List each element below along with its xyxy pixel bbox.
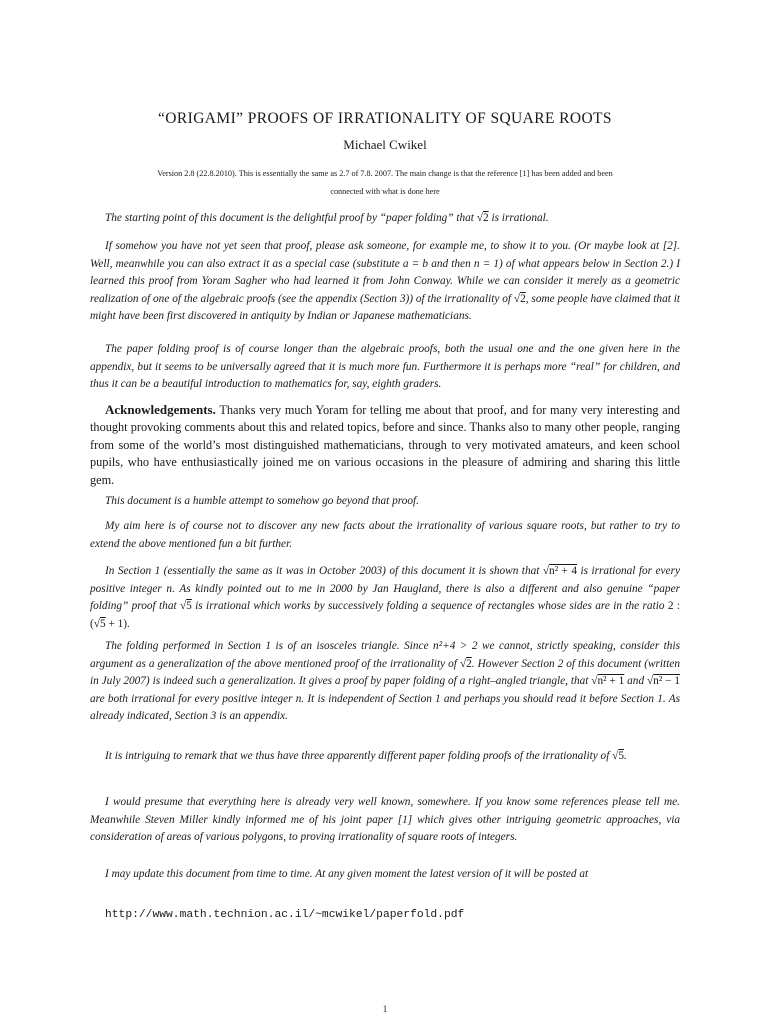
sqrt-sign: √ — [459, 657, 467, 670]
p8-text-c: and — [624, 675, 647, 688]
paragraph-references: I would presume that everything here is already very well known, somewhere. If you know some references please tell me. Meanwhile Steven Miller kindly informed me of his joint paper [1] which gives other intriguing geometric approaches, via consideration of areas of various polygons, to proving irrationality of square roots of integers. — [90, 796, 680, 844]
radicand: n² − 1 — [653, 675, 680, 688]
paragraph-folding — [90, 638, 683, 726]
paragraph-humble: This document is a humble attempt to somehow go beyond that proof. — [105, 495, 419, 507]
p8-text-d: are both irrational for every positive integer n. It is independent of Section 1 and perhaps you should read it before Section 1. As already indicated, Section 3 is an appendix. — [90, 675, 683, 723]
paragraph-aim: My aim here is of course not to discover any new facts about the irrationality of various square roots, but rather to try to extend the above mentioned fun a bit further. — [90, 520, 680, 550]
sqrt-sign: √ — [591, 675, 598, 688]
sqrt-sign: √ — [179, 600, 187, 613]
radicand: 2 — [482, 212, 489, 224]
paragraph-acknowledgements — [90, 401, 684, 489]
page-number: 1 — [382, 1004, 388, 1014]
p9-text-b: . — [624, 750, 627, 762]
radicand: n² + 1 — [597, 675, 625, 688]
p2-text-a: If somehow you have not yet seen that proof, please ask someone, for example me, to show it to you. (Or maybe look at [2]. Well, meanwhile you can also extract it as a special case (substitute a = b and then n = 1) of what appears below in Section 2.) I learned this proof from Yoram Sagher who had learned it from John Conway. While we can consider it merely as a geometric realization of one of the algebraic proofs (see the appendix (Section 3)) of the irrationality of — [90, 240, 683, 305]
radicand: 5 — [186, 600, 192, 613]
paper-title: “ORIGAMI” PROOFS OF IRRATIONALITY OF SQUARE ROOTS — [158, 110, 612, 127]
p9-text-a: It is intriguing to remark that we thus have three apparently different paper folding proofs of the irrationality of — [105, 750, 613, 762]
author-name: Michael Cwikel — [343, 137, 427, 152]
sqrt-sign: √ — [513, 292, 521, 305]
radicand: 5 — [618, 750, 625, 762]
radicand: 2 — [520, 292, 526, 305]
paragraph-updates: I may update this document from time to time. At any given moment the latest version of it will be posted at — [105, 868, 589, 880]
p7-text-a: In Section 1 (essentially the same as it was in October 2003) of this document it is shown that — [105, 565, 543, 577]
paragraph-three-proofs — [90, 748, 680, 766]
acknowledgements-text: Thanks very much Yoram for telling me about that proof, and for many very interesting and thought provoking comments about this and related topics, before and since. Thanks also to many other people, ranging from some of the world’s most distinguished mathematicians, through to very motivated amateurs, and keen school pupils, who have enthusiastically joined me on various occasions in the pleasure of admiring and sharing this little gem. — [90, 403, 684, 487]
version-note-line-2: connected with what is done here — [330, 187, 440, 196]
p7-text-c: is irrational which works by successively folding a sequence of rectangles whose sides are in the ratio — [191, 600, 668, 613]
version-note-line-1: Version 2.8 (22.8.2010). This is essentially the same as 2.7 of 7.8. 2007. The main change is that the reference [1] has been added and been — [157, 169, 613, 178]
radicand: 5 — [99, 617, 106, 630]
sqrt-sign: √ — [476, 212, 483, 224]
sqrt-sign: √ — [646, 675, 654, 688]
paragraph-background — [90, 238, 683, 326]
acknowledgements-heading: Acknowledgements. — [105, 402, 216, 417]
sqrt-sign: √ — [93, 617, 100, 630]
paragraph-intro — [90, 210, 680, 228]
ratio-text-b: + 1). — [105, 617, 130, 630]
p2-text-b: , some people have claimed that it might have been first discovered in antiquity by Indian or Japanese mathematicians. — [90, 292, 683, 323]
paragraph-fun: The paper folding proof is of course longer than the algebraic proofs, both the usual one and the one given here in the appendix, but it seems to be universally agreed that it is much more fun. Furthermore it is perhaps more “real” for children, and thus it can be a beautiful introduction to mathematics for, say, eighth graders. — [90, 343, 680, 391]
ratio-text-a: 2 : ( — [90, 600, 680, 630]
p7-text-b: is irrational for every positive integer n. As kindly pointed out to me in 2000 by Jan Haugland, there is also a different and also genuine “paper folding” proof that — [90, 565, 683, 613]
p8-text-a: The folding performed in Section 1 is of an isosceles triangle. Since n²+4 > 2 we cannot, strictly speaking, consider this argument as a generalization of the above mentioned proof of the irrationality of — [90, 640, 683, 670]
sqrt-sign: √ — [612, 750, 619, 762]
document-url-link[interactable]: http://www.math.technion.ac.il/~mcwikel/paperfold.pdf — [105, 909, 465, 921]
paragraph-section-1 — [90, 563, 683, 633]
radicand: 2 — [466, 657, 472, 670]
p1-text-a: The starting point of this document is the delightful proof by “paper folding” that — [105, 212, 477, 224]
p8-text-b: . However Section 2 of this document (written in July 2007) is indeed such a generalization. It gives a proof by paper folding of a right–angled triangle, that — [90, 657, 683, 688]
sqrt-sign: √ — [542, 565, 550, 577]
p1-text-b: is irrational. — [488, 212, 549, 224]
version-note — [90, 165, 680, 201]
radicand: n² + 4 — [549, 565, 578, 577]
paper-page — [90, 0, 684, 1024]
